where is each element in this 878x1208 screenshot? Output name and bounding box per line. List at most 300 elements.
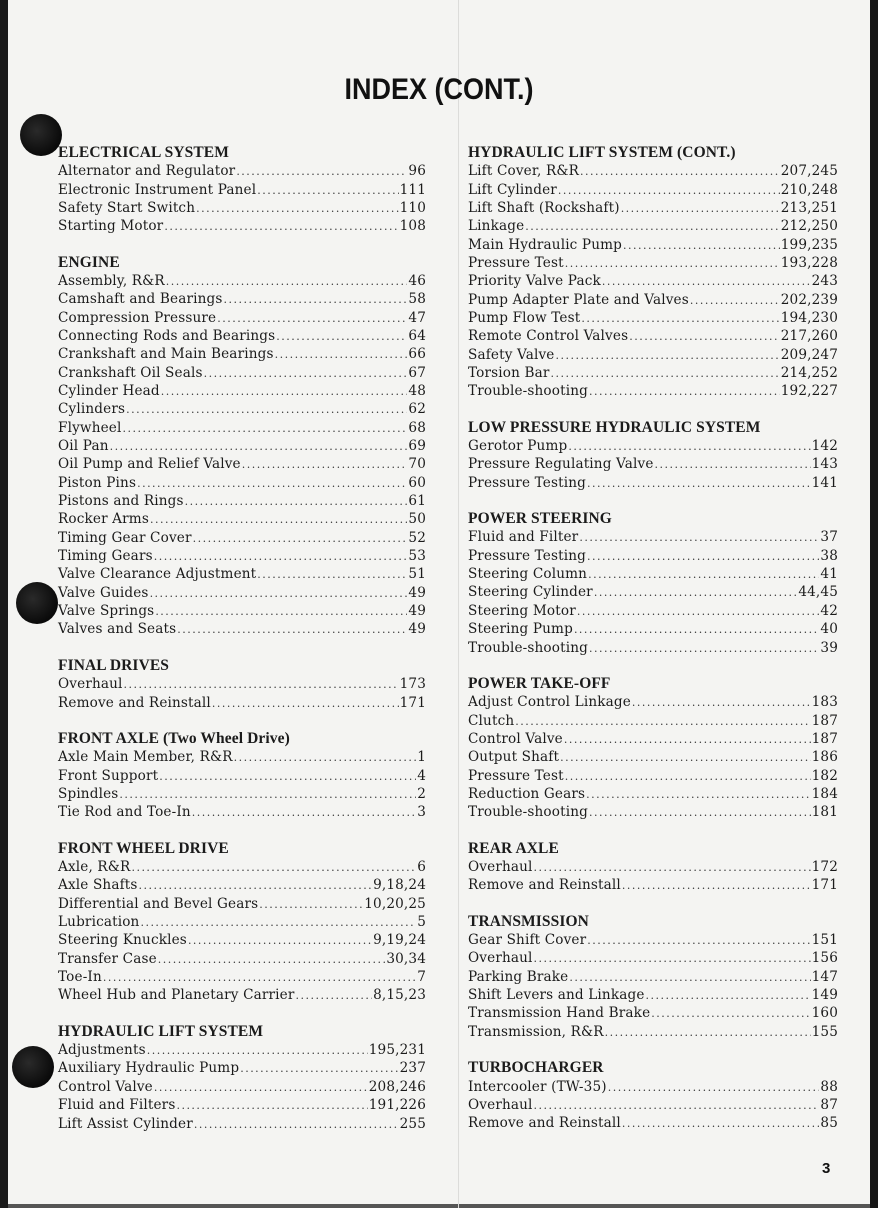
entry-label: Valve Springs — [58, 603, 155, 620]
index-entry — [468, 565, 838, 583]
section-heading: FINAL DRIVES — [58, 657, 170, 674]
entry-page-numbers: 213,251 — [780, 199, 838, 216]
entry-label: Shift Levers and Linkage — [468, 987, 645, 1004]
index-entry — [58, 602, 426, 620]
entry-label: Remove and Reinstall — [468, 877, 621, 894]
entry-label: Valve Guides — [58, 584, 149, 601]
dot-leader — [525, 218, 779, 236]
dot-leader — [185, 493, 408, 511]
index-entry — [468, 236, 838, 254]
index-entry — [468, 803, 838, 821]
entry-page-numbers: 191,226 — [368, 1097, 426, 1114]
dot-leader — [159, 768, 416, 786]
entry-label: Front Support — [58, 767, 159, 784]
entry-label: Control Valve — [468, 730, 563, 747]
index-entry — [58, 986, 426, 1004]
entry-page-numbers: 207,245 — [780, 163, 838, 180]
entry-label: Crankshaft Oil Seals — [58, 364, 203, 381]
index-entry — [58, 1078, 426, 1096]
section-heading: HYDRAULIC LIFT SYSTEM — [58, 1022, 264, 1040]
entry-page-numbers: 49 — [408, 584, 426, 601]
entry-page-numbers: 8,15,23 — [373, 987, 426, 1004]
page-number: 3 — [822, 1160, 831, 1177]
entry-page-numbers: 4 — [417, 767, 426, 784]
entry-label: Spindles — [58, 785, 119, 802]
entry-label: Axle, R&R — [58, 859, 131, 875]
dot-leader — [139, 877, 373, 895]
index-entry — [58, 620, 426, 638]
index-section — [468, 840, 838, 895]
entry-page-numbers: 199,235 — [780, 236, 838, 253]
entry-label: Pistons and Rings — [58, 493, 184, 510]
entry-label: Torsion Bar — [468, 364, 550, 381]
entry-label: Oil Pump and Relief Valve — [58, 456, 241, 473]
entry-label: Differential and Bevel Gears — [58, 895, 259, 912]
index-entry — [58, 510, 426, 528]
dot-leader — [534, 1097, 820, 1115]
index-entry — [58, 803, 426, 821]
entry-label: Piston Pins — [58, 474, 137, 491]
dot-leader — [257, 182, 398, 200]
punch-hole-top — [20, 114, 62, 156]
dot-leader — [257, 566, 407, 584]
entry-page-numbers: 69 — [408, 438, 426, 455]
entry-label: Safety Start Switch — [58, 199, 196, 216]
index-entry — [468, 309, 838, 327]
entry-page-numbers: 202,239 — [780, 291, 838, 308]
dot-leader — [622, 1115, 819, 1133]
dot-leader — [204, 365, 408, 383]
entry-label: Adjustments — [58, 1042, 146, 1059]
entry-page-numbers: 85 — [820, 1115, 838, 1132]
dot-leader — [589, 383, 780, 401]
entry-page-numbers: 110 — [399, 199, 426, 216]
index-entry — [468, 291, 838, 309]
dot-leader — [579, 529, 819, 547]
index-section — [468, 675, 838, 822]
dot-leader — [196, 200, 398, 218]
entry-label: Alternator and Regulator — [58, 163, 236, 180]
entry-page-numbers: 60 — [408, 474, 426, 491]
index-entry — [468, 254, 838, 272]
entry-label: Transmission, R&R — [468, 1023, 604, 1040]
entry-label: Remove and Reinstall — [58, 694, 211, 711]
entry-page-numbers: 173 — [399, 676, 426, 693]
index-entry — [468, 620, 838, 638]
entry-label: Steering Motor — [468, 602, 576, 619]
entry-label: Fluid and Filter — [468, 529, 579, 546]
section-heading: TRANSMISSION — [468, 912, 589, 930]
index-column-right — [468, 144, 838, 1151]
entry-label: Transfer Case — [58, 950, 157, 967]
entry-page-numbers: 9,19,24 — [373, 932, 426, 949]
entry-page-numbers: 181 — [811, 804, 838, 821]
entry-label: Steering Pump — [468, 621, 573, 638]
dot-leader — [568, 438, 810, 456]
dot-leader — [551, 365, 780, 383]
index-entry — [468, 1078, 838, 1096]
entry-label: Cylinder Head — [58, 383, 160, 399]
entry-page-numbers: 147 — [811, 968, 838, 985]
index-entry — [58, 290, 426, 308]
dot-leader — [581, 310, 779, 328]
index-section — [468, 144, 838, 401]
index-entry — [468, 199, 838, 217]
entry-page-numbers: 149 — [811, 987, 838, 1004]
entry-label: Wheel Hub and Planetary Carrier — [58, 987, 295, 1004]
index-entry — [468, 730, 838, 748]
entry-page-numbers: 61 — [408, 493, 426, 510]
dot-leader — [565, 768, 811, 786]
dot-leader — [275, 346, 408, 364]
index-entry — [468, 986, 838, 1004]
index-entry — [468, 272, 838, 290]
dot-leader — [534, 859, 811, 877]
index-section — [58, 840, 426, 1005]
entry-label: Control Valve — [58, 1078, 153, 1095]
entry-page-numbers: 186 — [811, 749, 838, 766]
entry-label: Priority Valve Pack — [468, 273, 601, 290]
dot-leader — [608, 1079, 820, 1097]
entry-label: Parking Brake — [468, 968, 569, 985]
entry-label: Steering Knuckles — [58, 932, 187, 949]
dot-leader — [154, 1079, 368, 1097]
index-section — [468, 510, 838, 657]
entry-page-numbers: 243 — [811, 273, 838, 290]
dot-leader — [154, 548, 408, 566]
index-entry — [468, 968, 838, 986]
entry-label: Pressure Test — [468, 254, 564, 271]
index-entry — [58, 1096, 426, 1114]
dot-leader — [605, 1024, 811, 1042]
entry-page-numbers: 7 — [417, 969, 426, 986]
index-entry — [468, 437, 838, 455]
entry-page-numbers: 143 — [811, 456, 838, 473]
dot-leader — [629, 328, 780, 346]
entry-label: Connecting Rods and Bearings — [58, 327, 276, 344]
dot-leader — [150, 585, 408, 603]
entry-label: Gear Shift Cover — [468, 932, 587, 949]
index-entry — [468, 364, 838, 382]
entry-page-numbers: 37 — [820, 529, 838, 546]
dot-leader — [192, 804, 416, 822]
section-heading: REAR AXLE — [468, 839, 559, 857]
entry-page-numbers: 9,18,24 — [373, 877, 426, 894]
entry-label: Steering Column — [468, 566, 588, 583]
index-entry — [58, 327, 426, 345]
entry-label: Pressure Regulating Valve — [468, 456, 654, 473]
entry-page-numbers: 5 — [417, 914, 426, 931]
entry-page-numbers: 88 — [820, 1078, 838, 1095]
entry-label: Overhaul — [468, 859, 533, 875]
entry-label: Camshaft and Bearings — [58, 291, 223, 308]
index-entry — [58, 748, 426, 766]
index-entry — [468, 1004, 838, 1022]
dot-leader — [150, 511, 407, 529]
dot-leader — [217, 310, 407, 328]
dot-leader — [587, 932, 810, 950]
entry-label: Intercooler (TW-35) — [468, 1078, 607, 1095]
index-section — [58, 730, 426, 822]
dot-leader — [212, 695, 399, 713]
index-entry — [58, 876, 426, 894]
index-entry — [58, 272, 426, 290]
entry-label: Flywheel — [58, 419, 122, 436]
entry-page-numbers: 10,20,25 — [364, 895, 426, 912]
dot-leader — [166, 273, 408, 291]
index-entry — [58, 931, 426, 949]
entry-label: Overhaul — [58, 676, 123, 693]
entry-page-numbers: 172 — [811, 859, 838, 875]
dot-leader — [188, 932, 372, 950]
entry-label: Valve Clearance Adjustment — [58, 566, 257, 583]
section-heading: TURBOCHARGER — [468, 1059, 604, 1077]
entry-label: Remote Control Valves — [468, 328, 629, 345]
entry-label: Output Shaft — [468, 749, 560, 766]
entry-label: Starting Motor — [58, 218, 164, 235]
entry-label: Linkage — [468, 218, 525, 235]
entry-page-numbers: 87 — [820, 1096, 838, 1113]
entry-page-numbers: 6 — [417, 859, 426, 875]
entry-label: Lubrication — [58, 914, 140, 931]
entry-page-numbers: 151 — [811, 932, 838, 949]
entry-label: Remove and Reinstall — [468, 1115, 621, 1132]
entry-page-numbers: 68 — [408, 419, 426, 436]
index-entry — [58, 162, 426, 180]
index-entry — [58, 382, 426, 400]
entry-label: Fluid and Filters — [58, 1097, 176, 1114]
index-section — [468, 1059, 838, 1132]
entry-page-numbers: 39 — [820, 639, 838, 656]
index-entry — [58, 767, 426, 785]
index-entry — [468, 767, 838, 785]
entry-page-numbers: 195,231 — [368, 1042, 426, 1059]
dot-leader — [580, 163, 780, 181]
index-entry — [58, 455, 426, 473]
index-section — [58, 144, 426, 236]
entry-label: Overhaul — [468, 1096, 533, 1113]
entry-label: Assembly, R&R — [58, 272, 165, 289]
dot-leader — [276, 328, 407, 346]
index-entry — [468, 181, 838, 199]
entry-page-numbers: 62 — [408, 401, 426, 418]
entry-page-numbers: 44,45 — [798, 584, 838, 601]
index-entry — [468, 1114, 838, 1132]
entry-page-numbers: 184 — [811, 785, 838, 802]
dot-leader — [632, 694, 811, 712]
index-entry — [468, 639, 838, 657]
index-entry — [468, 748, 838, 766]
entry-page-numbers: 1 — [417, 749, 426, 766]
entry-page-numbers: 3 — [417, 804, 426, 821]
dot-leader — [587, 475, 811, 493]
entry-label: Cylinders — [58, 401, 126, 418]
index-entry — [468, 217, 838, 235]
index-section — [468, 913, 838, 1041]
entry-page-numbers: 182 — [811, 767, 838, 784]
index-entry — [58, 492, 426, 510]
index-entry — [468, 162, 838, 180]
dot-leader — [574, 621, 819, 639]
entry-page-numbers: 160 — [811, 1005, 838, 1022]
entry-page-numbers: 50 — [408, 511, 426, 528]
section-heading: POWER TAKE-OFF — [468, 675, 611, 693]
index-entry — [58, 785, 426, 803]
index-entry — [58, 913, 426, 931]
dot-leader — [594, 584, 798, 602]
dot-leader — [556, 347, 780, 365]
dot-leader — [137, 475, 407, 493]
dot-leader — [586, 786, 810, 804]
entry-page-numbers: 194,230 — [780, 309, 838, 326]
entry-label: Pressure Testing — [468, 547, 586, 564]
entry-label: Safety Valve — [468, 346, 555, 363]
index-entry — [58, 858, 426, 876]
index-entry — [468, 858, 838, 876]
index-entry — [468, 528, 838, 546]
entry-page-numbers: 183 — [811, 694, 838, 711]
entry-page-numbers: 58 — [408, 291, 426, 308]
dot-leader — [155, 603, 407, 621]
index-entry — [468, 382, 838, 400]
index-entry — [58, 217, 426, 235]
dot-leader — [651, 1005, 810, 1023]
entry-page-numbers: 47 — [408, 309, 426, 326]
entry-label: Pressure Test — [468, 767, 564, 784]
entry-page-numbers: 171 — [399, 694, 426, 711]
index-entry — [468, 1023, 838, 1041]
index-section — [468, 419, 838, 492]
entry-page-numbers: 210,248 — [780, 181, 838, 198]
entry-page-numbers: 108 — [399, 218, 426, 235]
index-entry — [58, 675, 426, 693]
dot-leader — [103, 969, 416, 987]
index-entry — [58, 181, 426, 199]
dot-leader — [131, 859, 416, 877]
entry-label: Axle Shafts — [58, 877, 138, 894]
entry-page-numbers: 38 — [820, 547, 838, 564]
entry-page-numbers: 67 — [408, 364, 426, 381]
dot-leader — [690, 292, 780, 310]
index-entry — [58, 565, 426, 583]
entry-page-numbers: 141 — [811, 474, 838, 491]
dot-leader — [558, 182, 780, 200]
index-entry — [58, 419, 426, 437]
entry-label: Pump Adapter Plate and Valves — [468, 291, 689, 308]
index-entry — [468, 949, 838, 967]
index-entry — [468, 346, 838, 364]
entry-label: Toe-In — [58, 969, 102, 986]
entry-label: Compression Pressure — [58, 309, 217, 326]
dot-leader — [119, 786, 416, 804]
entry-page-numbers: 70 — [408, 456, 426, 473]
dot-leader — [515, 713, 810, 731]
dot-leader — [240, 1060, 398, 1078]
punch-hole-middle — [16, 582, 58, 624]
entry-label: Pressure Testing — [468, 474, 586, 491]
dot-leader — [126, 401, 407, 419]
entry-label: Lift Cover, R&R — [468, 163, 579, 180]
entry-label: Lift Shaft (Rockshaft) — [468, 199, 620, 216]
dot-leader — [577, 603, 820, 621]
dot-leader — [602, 273, 811, 291]
entry-page-numbers: 208,246 — [368, 1078, 426, 1095]
index-entry — [58, 364, 426, 382]
entry-page-numbers: 187 — [811, 730, 838, 747]
column-divider — [458, 0, 459, 1208]
entry-label: Oil Pan — [58, 438, 109, 455]
index-entry — [58, 694, 426, 712]
entry-label: Lift Assist Cylinder — [58, 1115, 193, 1132]
index-entry — [58, 1115, 426, 1133]
entry-page-numbers: 171 — [811, 877, 838, 894]
dot-leader — [177, 621, 407, 639]
dot-leader — [110, 438, 408, 456]
entry-label: Pump Flow Test — [468, 309, 581, 326]
index-entry — [468, 1096, 838, 1114]
entry-page-numbers: 66 — [408, 346, 426, 363]
dot-leader — [224, 291, 408, 309]
dot-leader — [589, 640, 819, 658]
entry-page-numbers: 217,260 — [780, 328, 838, 345]
dot-leader — [534, 950, 811, 968]
dot-leader — [589, 804, 811, 822]
section-heading: ENGINE — [58, 253, 120, 271]
entry-label: Crankshaft and Main Bearings — [58, 346, 274, 363]
index-entry — [58, 199, 426, 217]
section-heading: POWER STEERING — [468, 510, 612, 528]
entry-page-numbers: 53 — [408, 548, 426, 565]
dot-leader — [124, 676, 399, 694]
entry-page-numbers: 142 — [811, 438, 838, 455]
dot-leader — [147, 1042, 368, 1060]
dot-leader — [655, 456, 811, 474]
index-entry — [58, 968, 426, 986]
index-entry — [58, 895, 426, 913]
index-entry — [468, 931, 838, 949]
entry-page-numbers: 51 — [408, 566, 426, 583]
dot-leader — [123, 420, 408, 438]
index-entry — [468, 455, 838, 473]
entry-label: Timing Gears — [58, 548, 153, 565]
dot-leader — [622, 877, 811, 895]
index-entry — [58, 345, 426, 363]
dot-leader — [296, 987, 373, 1005]
index-entry — [58, 547, 426, 565]
entry-label: Lift Cylinder — [468, 181, 557, 198]
entry-page-numbers: 237 — [399, 1060, 426, 1077]
entry-page-numbers: 48 — [408, 383, 426, 399]
index-column-left — [58, 144, 426, 1151]
entry-page-numbers: 40 — [820, 621, 838, 638]
entry-page-numbers: 30,34 — [386, 950, 426, 967]
entry-page-numbers: 2 — [417, 785, 426, 802]
dot-leader — [623, 237, 780, 255]
dot-leader — [158, 951, 386, 969]
dot-leader — [176, 1097, 367, 1115]
entry-page-numbers: 49 — [408, 603, 426, 620]
index-section — [58, 1023, 426, 1133]
punch-hole-bottom — [12, 1046, 54, 1088]
dot-leader — [236, 163, 407, 181]
index-entry — [58, 309, 426, 327]
section-heading: FRONT AXLE (Two Wheel Drive) — [58, 730, 290, 748]
entry-label: Auxiliary Hydraulic Pump — [58, 1060, 240, 1077]
dot-leader — [193, 530, 408, 548]
entry-page-numbers: 46 — [408, 272, 426, 289]
dot-leader — [164, 218, 398, 236]
entry-label: Adjust Control Linkage — [468, 694, 631, 711]
